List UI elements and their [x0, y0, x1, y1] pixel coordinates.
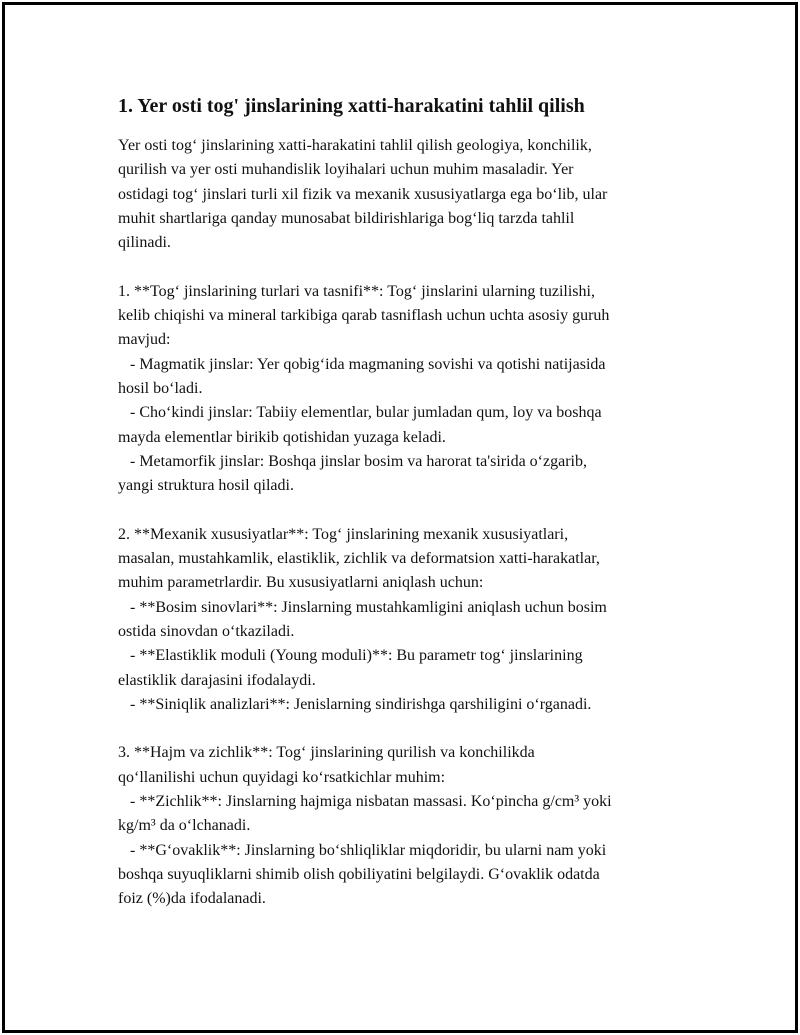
text-line: - **Siniqlik analizlari**: Jenislarning sindirishga qarshiligini o‘rganadi.	[118, 695, 592, 713]
text-line: - Magmatik jinslar: Yer qobig‘ida magmaning sovishi va qotishi natijasida	[118, 355, 606, 373]
text-line: elastiklik darajasini ifodalaydi.	[118, 671, 316, 689]
text-line: - Metamorfik jinslar: Boshqa jinslar bosim va harorat ta'sirida o‘zgarib,	[118, 452, 587, 470]
paragraph-gap	[118, 498, 690, 522]
text-line: yangi struktura hosil qiladi.	[118, 477, 294, 495]
paragraph-gap	[118, 717, 690, 741]
text-line: muhit shartlariga qanday munosabat bildirishlariga bog‘liq tarzda tahlil	[118, 209, 575, 227]
text-line: qilinadi.	[118, 234, 171, 252]
text-line: - **Zichlik**: Jinslarning hajmiga nisbatan massasi. Ko‘pincha g/cm³ yoki	[118, 793, 612, 811]
text-line: 3. **Hajm va zichlik**: Tog‘ jinslarining qurilish va konchilikda	[118, 744, 535, 762]
text-line: kelib chiqishi va mineral tarkibiga qarab tasniflash uchun uchta asosiy guruh	[118, 307, 610, 325]
document-title: 1. Yer osti tog' jinslarining xatti-harakatini tahlil qilish	[118, 95, 585, 117]
text-line: - **Elastiklik moduli (Young moduli)**: Bu parametr tog‘ jinslarining	[118, 647, 583, 665]
text-line: 2. **Mexanik xususiyatlar**: Tog‘ jinslarining mexanik xususiyatlari,	[118, 525, 569, 543]
text-line: kg/m³ da o‘lchanadi.	[118, 817, 251, 835]
text-line: - Cho‘kindi jinslar: Tabiiy elementlar, bular jumladan qum, loy va boshqa	[118, 404, 602, 422]
text-line: hosil bo‘ladi.	[118, 379, 203, 397]
text-line: Yer osti tog‘ jinslarining xatti-harakatini tahlil qilish geologiya, konchilik,	[118, 137, 592, 154]
text-line: qurilish va yer osti muhandislik loyihalari uchun muhim masaladir. Yer	[118, 161, 574, 179]
document-text	[118, 134, 690, 912]
text-line: qo‘llanilishi uchun quyidagi ko‘rsatkichlar muhim:	[118, 768, 446, 786]
document-body	[118, 92, 690, 912]
text-line: - **Bosim sinovlari**: Jinslarning mustahkamligini aniqlash uchun bosim	[118, 598, 607, 616]
text-line: 1. **Tog‘ jinslarining turlari va tasnifi**: Tog‘ jinslarini ularning tuzilishi,	[118, 282, 595, 300]
text-line: mavjud:	[118, 331, 171, 349]
text-line: muhim parametrlardir. Bu xususiyatlarni aniqlash uchun:	[118, 574, 484, 592]
text-line: ostida sinovdan o‘tkaziladi.	[118, 622, 295, 640]
text-line: boshqa suyuqliklarni shimib olish qobiliyatini belgilaydi. G‘ovaklik odatda	[118, 865, 600, 883]
text-line: - **G‘ovaklik**: Jinslarning bo‘shliqliklar miqdoridir, bu ularni nam yoki	[118, 841, 607, 859]
text-line: foiz (%)da ifodalanadi.	[118, 890, 266, 908]
paragraph-gap	[118, 255, 690, 279]
text-line: mayda elementlar birikib qotishidan yuzaga keladi.	[118, 428, 446, 446]
text-line: ostidagi tog‘ jinslari turli xil fizik va mexanik xususiyatlarga ega bo‘lib, ular	[118, 185, 608, 203]
text-line: masalan, mustahkamlik, elastiklik, zichlik va deformatsion xatti-harakatlar,	[118, 550, 600, 568]
